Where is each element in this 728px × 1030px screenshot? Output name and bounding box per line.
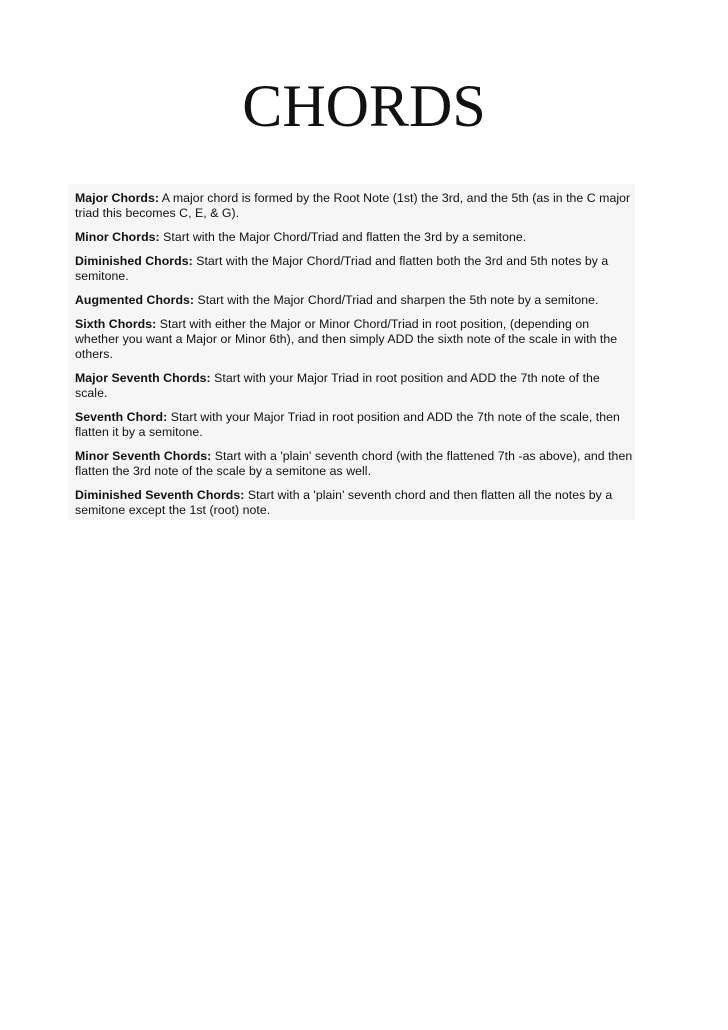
entry-minor-chords <box>75 230 635 245</box>
entry-major-chords <box>75 191 635 221</box>
chord-definitions-panel <box>68 184 635 520</box>
entry-text: Start with the Major Chord/Triad and sharpen the 5th note by a semitone. <box>197 293 599 307</box>
page-title: CHORDS <box>242 73 486 139</box>
entry-seventh-chord <box>75 410 635 440</box>
entry-text: Start with either the Major or Minor Chord/Triad in root position, (depending on whether you want a Major or Minor 6th), and then simply ADD the sixth note of the scale in with the others. <box>75 317 618 361</box>
entry-term: Diminished Seventh Chords: <box>75 488 245 502</box>
entry-text: Start with your Major Triad in root position and ADD the 7th note of the scale. <box>75 371 600 400</box>
entry-term: Major Seventh Chords: <box>75 371 211 385</box>
entry-text: Start with your Major Triad in root position and ADD the 7th note of the scale, then flatten it by a semitone. <box>75 410 620 439</box>
entry-major-seventh-chords <box>75 371 635 401</box>
entry-text: A major chord is formed by the Root Note (1st) the 3rd, and the 5th (as in the C major triad this becomes C, E, & G). <box>75 191 631 220</box>
entry-text: Start with a 'plain' seventh chord (with the flattened 7th -as above), and then flatten the 3rd note of the scale by a semitone as well. <box>75 449 633 478</box>
entry-text: Start with the Major Chord/Triad and flatten the 3rd by a semitone. <box>163 230 527 244</box>
entry-text: Start with a 'plain' seventh chord and then flatten all the notes by a semitone except the 1st (root) note. <box>75 488 613 517</box>
entry-diminished-seventh-chords <box>75 488 635 518</box>
entry-diminished-chords <box>75 254 635 284</box>
entry-term: Minor Seventh Chords: <box>75 449 212 463</box>
entry-term: Diminished Chords: <box>75 254 193 268</box>
entry-sixth-chords <box>75 317 635 362</box>
entry-text: Start with the Major Chord/Triad and flatten both the 3rd and 5th notes by a semitone. <box>75 254 609 283</box>
entry-augmented-chords <box>75 293 635 308</box>
entry-term: Seventh Chord: <box>75 410 168 424</box>
entry-term: Sixth Chords: <box>75 317 157 331</box>
entry-term: Major Chords: <box>75 191 159 205</box>
entry-minor-seventh-chords <box>75 449 635 479</box>
entry-term: Minor Chords: <box>75 230 160 244</box>
entry-term: Augmented Chords: <box>75 293 195 307</box>
